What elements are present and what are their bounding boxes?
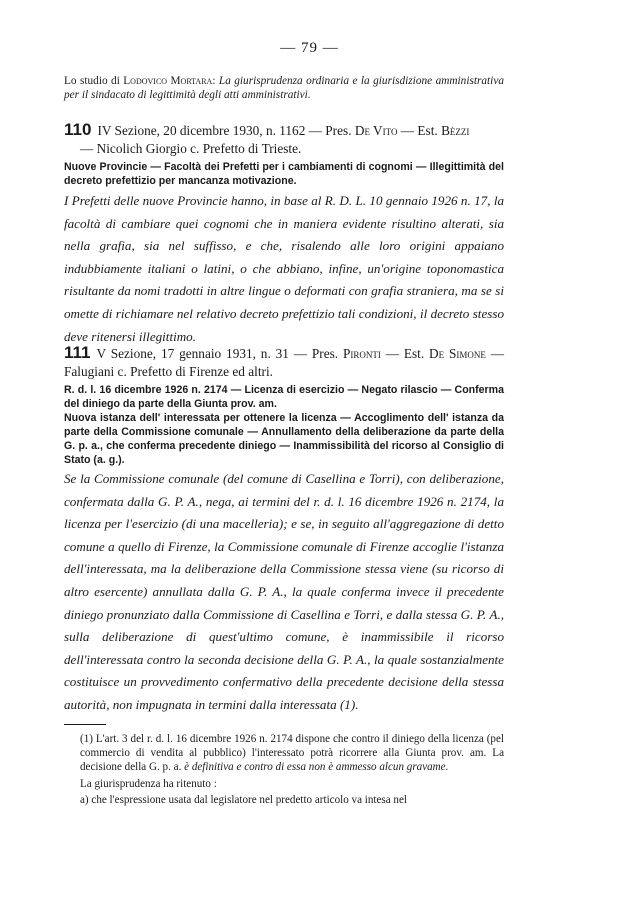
case-110-line1: IV Sezione, 20 dicembre 1930, n. 1162 — Pres. bbox=[97, 123, 355, 138]
footnote-1 bbox=[64, 732, 504, 775]
page-number: — 79 — bbox=[280, 40, 339, 56]
case-111 bbox=[64, 344, 504, 717]
case-111-parties: — Falugiani c. Prefetto di Firenze ed altri. bbox=[64, 346, 504, 379]
case-110-president: De Vito bbox=[354, 123, 398, 138]
case-111-rapporteur: De Simone bbox=[429, 346, 486, 361]
case-110-header bbox=[64, 121, 504, 140]
footnote-jurisprudence: La giurisprudenza ha ritenuto : bbox=[80, 777, 217, 790]
case-110-rapporteur: Bèzzi bbox=[441, 123, 470, 138]
footnote-1-italic: è definitiva e contro di essa non è ammesso alcun gravame. bbox=[184, 761, 449, 774]
footnote-1-text: (1) L'art. 3 del r. d. l. 16 dicembre 1926 n. 2174 dispone che contro il diniego della licenza (pel commercio di vendita al pubblico) l'interessato potrà ricorrere alla Giunta prov. am. La decisione della G. p. a. bbox=[80, 733, 504, 774]
case-110-headnote: Nuove Provincie — Facoltà dei Prefetti per i cambiamenti di cognomi — Illegittimità del decreto prefettizio per mancanza motivazione. bbox=[64, 161, 504, 187]
case-111-massima: Se la Commissione comunale (del comune di Casellina e Torri), con deliberazione, confermata dalla G. P. A., nega, ai termini del r. d. l. 16 dicembre 1926 n. 2174, la licenza per l'esercizio (di una macelleria); e se, in seguito all'aggregazione di detto comune a quello di Firenze, la Commissione comunale di Firenze accoglie l'istanza dell'interessata, ma la deliberazione della Commissione stessa viene (su ricorso di altro esercente) annullata dalla G. P. A., la quale conferma invece il precedente diniego pronunziato dalla Commissione di Casellina e Torri, e dalla stessa G. P. A., sulla deliberazione di quest'ultimo comune, è inammissibile il ricorso dell'interessata contro la seconda decisione della G. P. A., la quale sostanzialmente costituisce un provvedimento confermativo della precedente decisione della stessa autorità, non impugnata in termini dalla interessata (1). bbox=[64, 471, 504, 712]
case-111-number: 111 bbox=[64, 343, 91, 362]
case-111-mid: — Est. bbox=[380, 346, 430, 361]
intro-prefix: Lo studio di bbox=[64, 75, 124, 87]
case-110-massima: I Prefetti delle nuove Provincie hanno, in base al R. D. L. 10 gennaio 1926 n. 17, la facoltà di cambiare quei cognomi che in maniera evidente risultino alterati, sia nella grafia, sia nel suffisso, e che, risalendo alle loro origini appaiano indubbiamente italiani o latini, o che abbiano, infine, un'origine toponomastica risultante da nomi tradotti in altre lingue o deformati con grafia straniera, ma se si omette di richiamare nel relativo decreto prefettizio tali condizioni, il decreto stesso deve ritenersi illegittimo. bbox=[64, 193, 504, 344]
footnote-divider bbox=[64, 724, 106, 725]
footnote bbox=[64, 732, 504, 807]
case-110-number: 110 bbox=[64, 120, 92, 139]
case-111-header bbox=[64, 344, 504, 381]
case-111-president: Pironti bbox=[342, 346, 381, 361]
case-111-headnote-1: R. d. l. 16 dicembre 1926 n. 2174 — Licenza di esercizio — Negato rilascio — Conferma del diniego da parte della Giunta prov. am. bbox=[64, 384, 504, 410]
footnote-point-a: a) che l'espressione usata dal legislatore nel predetto articolo va intesa nel bbox=[80, 793, 407, 806]
case-110-mid: — Est. bbox=[397, 123, 442, 138]
case-111-line1: V Sezione, 17 gennaio 1931, n. 31 — Pres. bbox=[96, 346, 343, 361]
intro-note bbox=[64, 74, 504, 102]
intro-author: Lodovico Mortara bbox=[123, 75, 213, 87]
case-110 bbox=[64, 121, 504, 348]
intro-sep: : bbox=[212, 75, 219, 87]
intro-title: La giurisprudenza ordinaria e la giurisdizione amministrativa per il sindacato di legittimità degli atti amministrativi. bbox=[64, 75, 504, 101]
case-110-parties: — Nicolich Giorgio c. Prefetto di Trieste. bbox=[80, 141, 302, 156]
case-111-headnote-2: Nuova istanza dell' interessata per ottenere la licenza — Accoglimento dell' istanza da parte della Commissione comunale — Annullamento della deliberazione da parte della G. p. a., che conferma precedente diniego — Inammissibilità del ricorso al Consiglio di Stato (a. g.). bbox=[64, 412, 504, 466]
